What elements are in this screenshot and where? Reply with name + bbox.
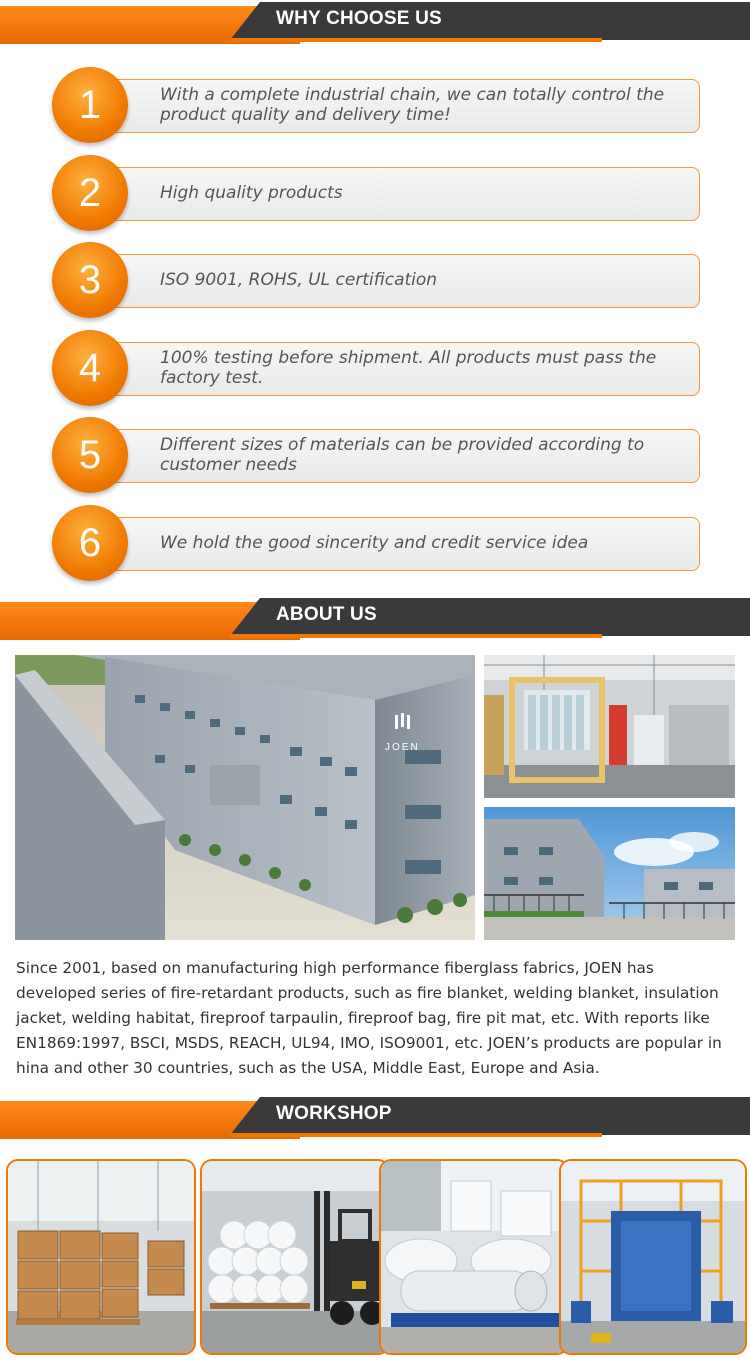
reason-item-5: [52, 417, 702, 493]
about-paragraph: Since 2001, based on manufacturing high performance fiberglass fabrics, JOEN has developed series of fire-retardant products, such as fire blanket, welding blanket, insulation jacket, welding habitat, fireproof tarpaulin, fireproof bag, fire pit mat, etc. With reports like EN1869:1997, BSCI, MSDS, REACH, UL94, IMO, ISO9001, etc. JOEN’s products are popular in hina and other 30 countries, such as the USA, Middle East, Europe and Asia.: [16, 959, 722, 1077]
reason-text: Different sizes of materials can be provided according to customer needs: [160, 435, 645, 475]
production-machine-photo: [484, 655, 735, 798]
header-accent-line: [230, 634, 602, 638]
reason-item-3: [52, 242, 702, 318]
section-title: WORKSHOP: [276, 1103, 392, 1124]
workshop-photo-machine: [559, 1159, 747, 1355]
reason-number-badge: 4: [52, 330, 128, 406]
reason-item-1: [52, 67, 702, 143]
header-accent-line: [230, 38, 602, 42]
reason-number-badge: 5: [52, 417, 128, 493]
reason-text: ISO 9001, ROHS, UL certification: [160, 270, 438, 290]
reason-number-badge: 3: [52, 242, 128, 318]
reason-number-badge: 1: [52, 67, 128, 143]
reason-item-4: [52, 330, 702, 406]
section-title: ABOUT US: [276, 604, 377, 625]
building-logo-text: JOEN: [385, 742, 420, 753]
reason-item-6: [52, 505, 702, 581]
reason-text: 100% testing before shipment. All products must pass the factory test.: [160, 348, 657, 388]
workshop-photo-rolls: [379, 1159, 569, 1355]
workshop-photo-forklift: [200, 1159, 390, 1355]
workshop-header: [0, 1095, 750, 1139]
about-us-header: [0, 596, 750, 640]
why-choose-us-header: [0, 0, 750, 44]
reason-text: With a complete industrial chain, we can totally control the product quality and delivery time!: [160, 85, 665, 125]
section-title: WHY CHOOSE US: [276, 8, 442, 29]
reason-text: High quality products: [160, 183, 343, 203]
header-accent-line: [230, 1133, 602, 1137]
workshop-photo-warehouse: [6, 1159, 196, 1355]
factory-gate-photo: [484, 807, 735, 940]
reason-item-2: [52, 155, 702, 231]
factory-aerial-photo: [15, 655, 475, 940]
reason-number-badge: 6: [52, 505, 128, 581]
reason-number-badge: 2: [52, 155, 128, 231]
reason-text: We hold the good sincerity and credit service idea: [160, 533, 589, 553]
